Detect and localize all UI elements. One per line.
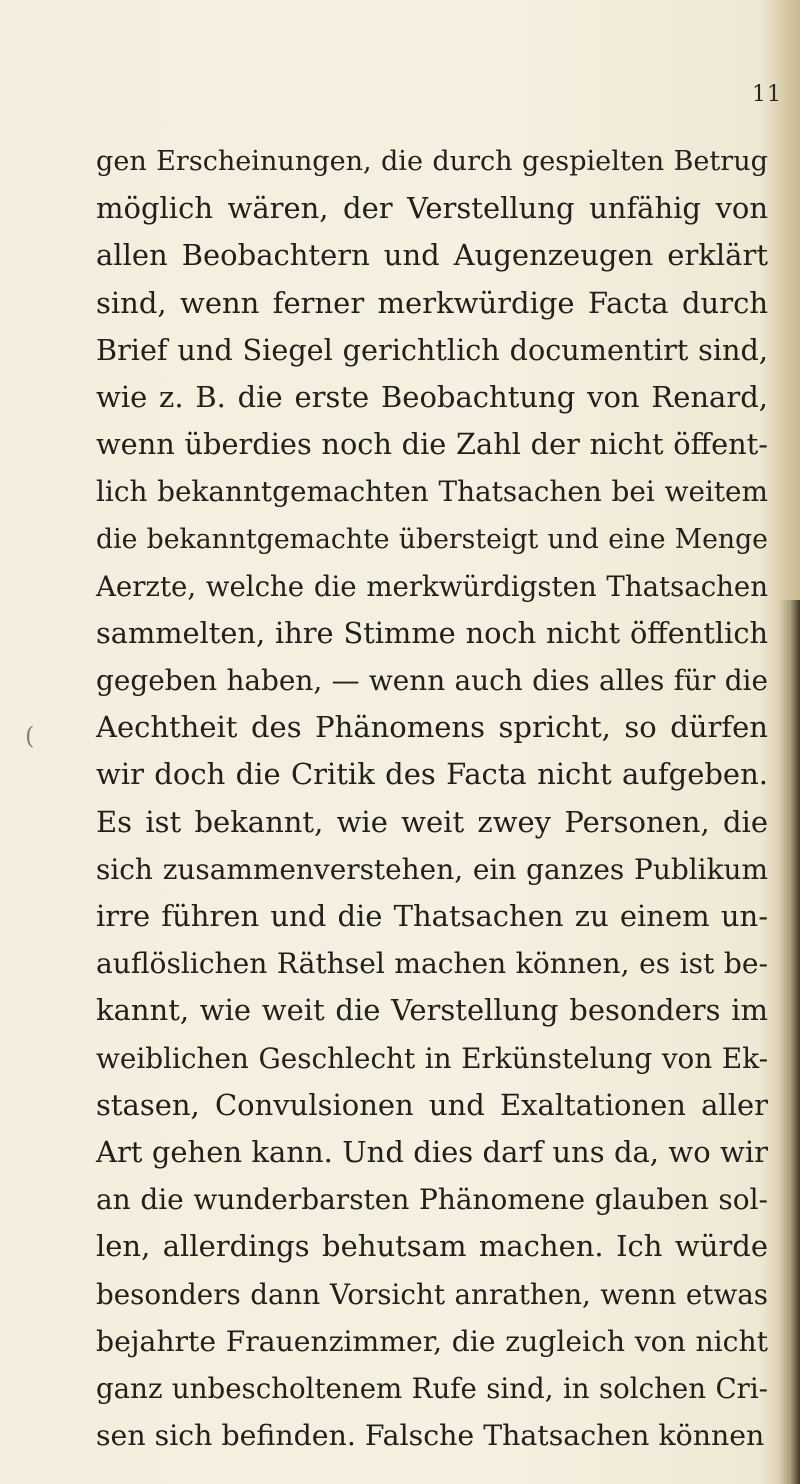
text-line: gegeben haben, — wenn auch dies alles für die: [96, 664, 768, 698]
text-line: irre führen und die Thatsachen zu einem un-: [96, 899, 768, 933]
text-line: weiblichen Geschlecht in Erkünstelung von Ek-: [96, 1041, 768, 1075]
text-line: Aechtheit des Phänomens spricht, so dürfen: [96, 710, 768, 745]
text-line: sen sich befinden. Falsche Thatsachen können: [96, 1419, 765, 1453]
text-line: auflöslichen Räthsel machen können, es ist be-: [96, 947, 768, 981]
text-line: sind, wenn ferner merkwürdige Facta durch: [96, 285, 768, 320]
text-line: wenn überdies noch die Zahl der nicht öffent-: [96, 427, 768, 462]
text-line: sammelten, ihre Stimme noch nicht öffentlich: [96, 615, 768, 650]
text-line: len, allerdings behutsam machen. Ich würde: [96, 1229, 768, 1264]
text-line: ganz unbescholtenem Rufe sind, in solchen Cri-: [96, 1371, 768, 1405]
text-line: stasen, Convulsionen und Exaltationen aller: [96, 1087, 768, 1122]
text-line: die bekanntgemachte übersteigt und eine Menge: [96, 523, 768, 555]
text-line: gen Erscheinungen, die durch gespielten Betrug: [96, 146, 768, 177]
text-line: Es ist bekannt, wie weit zwey Personen, die: [96, 804, 768, 839]
text-line: wie z. B. die erste Beobachtung von Renard,: [96, 379, 768, 414]
text-line: Aerzte, welche die merkwürdigsten Thatsachen: [96, 569, 768, 603]
text-line: Art gehen kann. Und dies darf uns da, wo wir: [96, 1134, 768, 1169]
text-line: besonders dann Vorsicht anrathen, wenn etwas: [96, 1277, 768, 1311]
margin-mark: (: [25, 722, 35, 750]
text-line: Brief und Siegel gerichtlich documentirt sind,: [96, 332, 768, 367]
text-line: sich zusammenverstehen, ein ganzes Publikum: [96, 852, 768, 886]
text-line: wir doch die Critik des Facta nicht aufgeben.: [96, 757, 768, 792]
text-line: an die wunderbarsten Phänomene glauben sol-: [96, 1183, 768, 1217]
text-line: allen Beobachtern und Augenzeugen erklärt: [96, 238, 768, 273]
text-line: lich bekanntgemachten Thatsachen bei weitem: [96, 475, 768, 509]
page-number: 11: [752, 82, 782, 107]
text-line: möglich wären, der Verstellung unfähig von: [96, 191, 768, 226]
page-edge-shadow: [778, 600, 800, 1484]
text-line: kannt, wie weit die Verstellung besonders im: [96, 993, 768, 1028]
text-line: bejahrte Frauenzimmer, die zugleich von nicht: [96, 1324, 768, 1358]
body-text: [96, 138, 768, 1459]
